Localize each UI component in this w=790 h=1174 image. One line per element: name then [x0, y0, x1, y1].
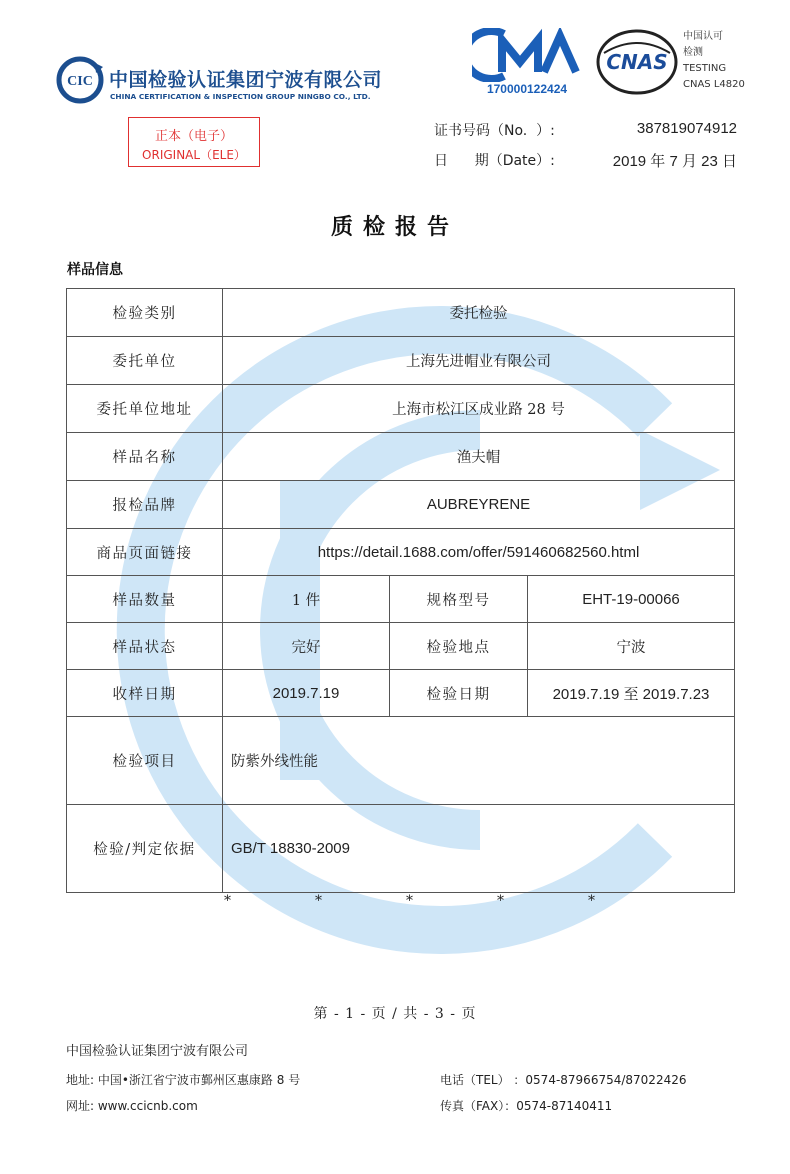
cert-number-label: 证书号码（No. ）:: [434, 123, 555, 139]
cell-label: 收样日期: [67, 670, 223, 717]
cell-value: GB/T 18830-2009: [223, 805, 735, 893]
footer-fax: 传真（FAX）：0574-87140411: [440, 1099, 613, 1113]
svg-text:CIC: CIC: [67, 74, 93, 89]
star: *: [406, 893, 413, 909]
cnas-line: CNAS L4820: [683, 79, 745, 90]
stamp-line-1: 正本（电子）: [154, 129, 233, 144]
cma-logo: [472, 28, 582, 82]
cnas-accreditation: [683, 29, 745, 93]
table-row: [67, 385, 735, 433]
cell-value: 委托检验: [223, 289, 735, 337]
table-row: [67, 529, 735, 576]
end-marker: [0, 893, 790, 913]
svg-text:CNAS: CNAS: [606, 50, 668, 74]
cnas-line: 中国认可: [683, 31, 723, 42]
cell-label: 检验类别: [67, 289, 223, 337]
star: *: [224, 893, 231, 909]
footer-phone: 电话（TEL） ：0574-87966754/87022426: [440, 1073, 687, 1087]
cic-logo: [55, 55, 105, 105]
cell-label: 规格型号: [390, 576, 528, 623]
cma-code: 170000122424: [486, 82, 568, 96]
table-row: [67, 481, 735, 529]
cell-label: 样品数量: [67, 576, 223, 623]
date-value: 2019 年 7 月 23 日: [612, 153, 737, 170]
cell-value: 渔夫帽: [223, 433, 735, 481]
cell-label: 检验地点: [390, 623, 528, 670]
cell-value: AUBREYRENE: [223, 481, 735, 529]
table-row: [67, 805, 735, 893]
product-link: https://detail.1688.com/offer/591460682560.html: [223, 529, 735, 576]
cell-value: 上海先进帽业有限公司: [223, 337, 735, 385]
date-label: 日 期（Date）:: [434, 153, 555, 169]
table-row: [67, 337, 735, 385]
table-row: [67, 289, 735, 337]
cell-value: 1 件: [223, 576, 390, 623]
report-title: 质检报告: [330, 214, 459, 240]
cnas-line: 检测: [683, 47, 703, 58]
table-row: [67, 433, 735, 481]
org-name-en: CHINA CERTIFICATION & INSPECTION GROUP NINGBO CO., LTD.: [110, 92, 371, 101]
page-indicator: 第 - 1 - 页 / 共 - 3 - 页: [313, 1006, 477, 1022]
cert-number-value: 387819074912: [636, 120, 737, 137]
cell-value: 2019.7.19 至 2019.7.23: [528, 670, 735, 717]
footer-website: 网址: www.ccicnb.com: [66, 1099, 198, 1113]
table-row: [67, 670, 735, 717]
cell-label: 检验日期: [390, 670, 528, 717]
org-name-cn: 中国检验认证集团宁波有限公司: [109, 69, 383, 91]
cell-label: 样品状态: [67, 623, 223, 670]
cell-value: 宁波: [528, 623, 735, 670]
star: *: [588, 893, 595, 909]
cell-value: 上海市松江区成业路 28 号: [223, 385, 735, 433]
cell-value: 2019.7.19: [223, 670, 390, 717]
cnas-logo: [596, 29, 678, 95]
star: *: [315, 893, 322, 909]
table-row: [67, 623, 735, 670]
cell-label: 委托单位地址: [67, 385, 223, 433]
cell-value: EHT-19-00066: [528, 576, 735, 623]
cell-label: 检验/判定依据: [67, 805, 223, 893]
stamp-line-2: ORIGINAL（ELE）: [142, 148, 246, 162]
section-title: 样品信息: [67, 262, 123, 278]
table-row: [67, 576, 735, 623]
cnas-line: TESTING: [683, 63, 727, 74]
cell-label: 检验项目: [67, 717, 223, 805]
cell-label: 报检品牌: [67, 481, 223, 529]
cell-value: 防紫外线性能: [223, 717, 735, 805]
cell-label: 委托单位: [67, 337, 223, 385]
cell-label: 样品名称: [67, 433, 223, 481]
sample-info-table: [66, 288, 735, 893]
footer-address: 地址: 中国•浙江省宁波市鄞州区惠康路 8 号: [66, 1073, 301, 1087]
star: *: [497, 893, 504, 909]
cell-value: 完好: [223, 623, 390, 670]
cell-label: 商品页面链接: [67, 529, 223, 576]
table-row: [67, 717, 735, 805]
footer-org: 中国检验认证集团宁波有限公司: [66, 1044, 249, 1059]
original-stamp: [128, 117, 260, 167]
